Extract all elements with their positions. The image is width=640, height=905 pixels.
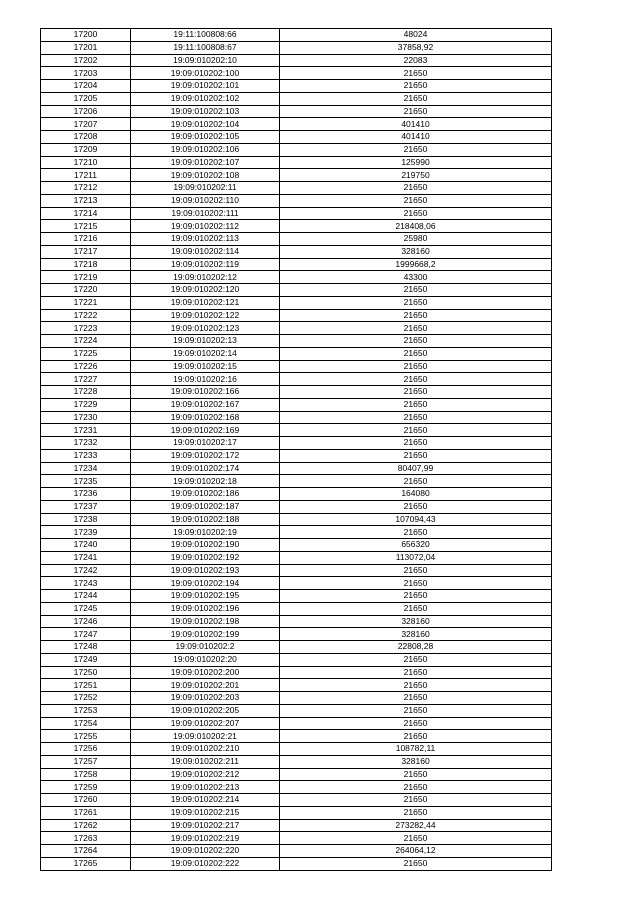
value-cell: 113072,04 xyxy=(280,551,552,564)
table-row xyxy=(41,322,552,335)
cadastral-number-cell: 19:09:010202:13 xyxy=(131,335,280,348)
cadastral-number-cell: 19:09:010202:108 xyxy=(131,169,280,182)
value-cell: 21650 xyxy=(280,411,552,424)
row-number-cell: 17227 xyxy=(41,373,131,386)
table-row xyxy=(41,309,552,322)
row-number-cell: 17224 xyxy=(41,335,131,348)
row-number-cell: 17262 xyxy=(41,819,131,832)
cadastral-number-cell: 19:09:010202:112 xyxy=(131,220,280,233)
table-row xyxy=(41,143,552,156)
table-row xyxy=(41,832,552,845)
table-row xyxy=(41,692,552,705)
table-row xyxy=(41,755,552,768)
value-cell: 21650 xyxy=(280,704,552,717)
row-number-cell: 17258 xyxy=(41,768,131,781)
cadastral-number-cell: 19:09:010202:214 xyxy=(131,794,280,807)
row-number-cell: 17259 xyxy=(41,781,131,794)
value-cell: 21650 xyxy=(280,526,552,539)
cadastral-number-cell: 19:09:010202:105 xyxy=(131,131,280,144)
value-cell: 21650 xyxy=(280,768,552,781)
cadastral-number-cell: 19:09:010202:106 xyxy=(131,143,280,156)
cadastral-number-cell: 19:09:010202:101 xyxy=(131,80,280,93)
cadastral-number-cell: 19:09:010202:167 xyxy=(131,398,280,411)
cadastral-number-cell: 19:09:010202:199 xyxy=(131,628,280,641)
table-row xyxy=(41,857,552,870)
row-number-cell: 17221 xyxy=(41,296,131,309)
row-number-cell: 17249 xyxy=(41,653,131,666)
table-row xyxy=(41,194,552,207)
table-row xyxy=(41,488,552,501)
value-cell: 21650 xyxy=(280,692,552,705)
cadastral-number-cell: 19:09:010202:211 xyxy=(131,755,280,768)
cadastral-number-cell: 19:09:010202:2 xyxy=(131,641,280,654)
table-row xyxy=(41,360,552,373)
cadastral-number-cell: 19:09:010202:20 xyxy=(131,653,280,666)
value-cell: 21650 xyxy=(280,437,552,450)
row-number-cell: 17218 xyxy=(41,258,131,271)
value-cell: 328160 xyxy=(280,245,552,258)
cadastral-number-cell: 19:09:010202:192 xyxy=(131,551,280,564)
data-table xyxy=(40,28,552,871)
row-number-cell: 17244 xyxy=(41,590,131,603)
value-cell: 21650 xyxy=(280,347,552,360)
table-row xyxy=(41,118,552,131)
value-cell: 37858,92 xyxy=(280,41,552,54)
row-number-cell: 17252 xyxy=(41,692,131,705)
table-row xyxy=(41,105,552,118)
table-body xyxy=(41,29,552,871)
cadastral-number-cell: 19:09:010202:111 xyxy=(131,207,280,220)
value-cell: 21650 xyxy=(280,360,552,373)
row-number-cell: 17236 xyxy=(41,488,131,501)
table-row xyxy=(41,156,552,169)
cadastral-number-cell: 19:09:010202:174 xyxy=(131,462,280,475)
table-row xyxy=(41,92,552,105)
row-number-cell: 17210 xyxy=(41,156,131,169)
value-cell: 21650 xyxy=(280,475,552,488)
value-cell: 21650 xyxy=(280,322,552,335)
table-row xyxy=(41,424,552,437)
row-number-cell: 17260 xyxy=(41,794,131,807)
table-row xyxy=(41,437,552,450)
value-cell: 656320 xyxy=(280,539,552,552)
cadastral-number-cell: 19:09:010202:10 xyxy=(131,54,280,67)
value-cell: 21650 xyxy=(280,590,552,603)
cadastral-number-cell: 19:11:100808:66 xyxy=(131,29,280,42)
row-number-cell: 17233 xyxy=(41,449,131,462)
table-row xyxy=(41,335,552,348)
value-cell: 107094,43 xyxy=(280,513,552,526)
cadastral-number-cell: 19:09:010202:15 xyxy=(131,360,280,373)
table-row xyxy=(41,245,552,258)
cadastral-number-cell: 19:09:010202:205 xyxy=(131,704,280,717)
value-cell: 21650 xyxy=(280,67,552,80)
table-row xyxy=(41,704,552,717)
row-number-cell: 17226 xyxy=(41,360,131,373)
row-number-cell: 17225 xyxy=(41,347,131,360)
cadastral-number-cell: 19:09:010202:18 xyxy=(131,475,280,488)
cadastral-number-cell: 19:09:010202:12 xyxy=(131,271,280,284)
value-cell: 218408,06 xyxy=(280,220,552,233)
value-cell: 21650 xyxy=(280,105,552,118)
value-cell: 80407,99 xyxy=(280,462,552,475)
cadastral-number-cell: 19:09:010202:114 xyxy=(131,245,280,258)
cadastral-number-cell: 19:09:010202:14 xyxy=(131,347,280,360)
value-cell: 21650 xyxy=(280,602,552,615)
table-row xyxy=(41,182,552,195)
row-number-cell: 17248 xyxy=(41,641,131,654)
value-cell: 264064,12 xyxy=(280,845,552,858)
cadastral-number-cell: 19:09:010202:200 xyxy=(131,666,280,679)
value-cell: 21650 xyxy=(280,730,552,743)
row-number-cell: 17223 xyxy=(41,322,131,335)
table-row xyxy=(41,29,552,42)
row-number-cell: 17243 xyxy=(41,577,131,590)
table-row xyxy=(41,641,552,654)
cadastral-number-cell: 19:09:010202:16 xyxy=(131,373,280,386)
value-cell: 273282,44 xyxy=(280,819,552,832)
value-cell: 108782,11 xyxy=(280,743,552,756)
row-number-cell: 17237 xyxy=(41,500,131,513)
value-cell: 401410 xyxy=(280,118,552,131)
value-cell: 1999668,2 xyxy=(280,258,552,271)
value-cell: 22083 xyxy=(280,54,552,67)
row-number-cell: 17203 xyxy=(41,67,131,80)
row-number-cell: 17239 xyxy=(41,526,131,539)
cadastral-number-cell: 19:09:010202:168 xyxy=(131,411,280,424)
table-row xyxy=(41,449,552,462)
row-number-cell: 17213 xyxy=(41,194,131,207)
value-cell: 219750 xyxy=(280,169,552,182)
value-cell: 21650 xyxy=(280,143,552,156)
value-cell: 21650 xyxy=(280,577,552,590)
value-cell: 21650 xyxy=(280,806,552,819)
table-row xyxy=(41,666,552,679)
table-row xyxy=(41,653,552,666)
cadastral-number-cell: 19:09:010202:172 xyxy=(131,449,280,462)
cadastral-number-cell: 19:09:010202:203 xyxy=(131,692,280,705)
value-cell: 21650 xyxy=(280,500,552,513)
cadastral-number-cell: 19:09:010202:102 xyxy=(131,92,280,105)
table-row xyxy=(41,577,552,590)
value-cell: 25980 xyxy=(280,233,552,246)
row-number-cell: 17220 xyxy=(41,284,131,297)
row-number-cell: 17205 xyxy=(41,92,131,105)
row-number-cell: 17247 xyxy=(41,628,131,641)
cadastral-number-cell: 19:09:010202:215 xyxy=(131,806,280,819)
row-number-cell: 17219 xyxy=(41,271,131,284)
row-number-cell: 17214 xyxy=(41,207,131,220)
cadastral-number-cell: 19:09:010202:123 xyxy=(131,322,280,335)
row-number-cell: 17245 xyxy=(41,602,131,615)
cadastral-number-cell: 19:09:010202:120 xyxy=(131,284,280,297)
table-row xyxy=(41,590,552,603)
table-row xyxy=(41,513,552,526)
row-number-cell: 17208 xyxy=(41,131,131,144)
table-row xyxy=(41,717,552,730)
row-number-cell: 17229 xyxy=(41,398,131,411)
row-number-cell: 17253 xyxy=(41,704,131,717)
table-row xyxy=(41,679,552,692)
table-row xyxy=(41,845,552,858)
table-row xyxy=(41,41,552,54)
table-row xyxy=(41,462,552,475)
value-cell: 401410 xyxy=(280,131,552,144)
cadastral-number-cell: 19:09:010202:107 xyxy=(131,156,280,169)
value-cell: 21650 xyxy=(280,679,552,692)
table-row xyxy=(41,768,552,781)
row-number-cell: 17246 xyxy=(41,615,131,628)
table-row xyxy=(41,373,552,386)
row-number-cell: 17263 xyxy=(41,832,131,845)
row-number-cell: 17230 xyxy=(41,411,131,424)
row-number-cell: 17206 xyxy=(41,105,131,118)
value-cell: 21650 xyxy=(280,424,552,437)
row-number-cell: 17242 xyxy=(41,564,131,577)
value-cell: 21650 xyxy=(280,335,552,348)
table-row xyxy=(41,169,552,182)
value-cell: 328160 xyxy=(280,628,552,641)
cadastral-number-cell: 19:09:010202:213 xyxy=(131,781,280,794)
cadastral-number-cell: 19:09:010202:222 xyxy=(131,857,280,870)
row-number-cell: 17207 xyxy=(41,118,131,131)
cadastral-number-cell: 19:09:010202:219 xyxy=(131,832,280,845)
cadastral-number-cell: 19:09:010202:113 xyxy=(131,233,280,246)
table-row xyxy=(41,131,552,144)
cadastral-number-cell: 19:09:010202:212 xyxy=(131,768,280,781)
cadastral-number-cell: 19:09:010202:119 xyxy=(131,258,280,271)
row-number-cell: 17255 xyxy=(41,730,131,743)
table-row xyxy=(41,781,552,794)
row-number-cell: 17241 xyxy=(41,551,131,564)
row-number-cell: 17209 xyxy=(41,143,131,156)
cadastral-number-cell: 19:11:100808:67 xyxy=(131,41,280,54)
cadastral-number-cell: 19:09:010202:21 xyxy=(131,730,280,743)
row-number-cell: 17235 xyxy=(41,475,131,488)
row-number-cell: 17238 xyxy=(41,513,131,526)
value-cell: 164080 xyxy=(280,488,552,501)
row-number-cell: 17200 xyxy=(41,29,131,42)
value-cell: 21650 xyxy=(280,386,552,399)
table-row xyxy=(41,284,552,297)
cadastral-number-cell: 19:09:010202:166 xyxy=(131,386,280,399)
row-number-cell: 17256 xyxy=(41,743,131,756)
cadastral-number-cell: 19:09:010202:190 xyxy=(131,539,280,552)
cadastral-number-cell: 19:09:010202:195 xyxy=(131,590,280,603)
table-row xyxy=(41,386,552,399)
cadastral-number-cell: 19:09:010202:187 xyxy=(131,500,280,513)
value-cell: 21650 xyxy=(280,80,552,93)
table-row xyxy=(41,500,552,513)
table-row xyxy=(41,730,552,743)
cadastral-number-cell: 19:09:010202:11 xyxy=(131,182,280,195)
row-number-cell: 17254 xyxy=(41,717,131,730)
cadastral-number-cell: 19:09:010202:210 xyxy=(131,743,280,756)
row-number-cell: 17234 xyxy=(41,462,131,475)
value-cell: 328160 xyxy=(280,755,552,768)
table-row xyxy=(41,398,552,411)
value-cell: 22808,28 xyxy=(280,641,552,654)
row-number-cell: 17257 xyxy=(41,755,131,768)
row-number-cell: 17264 xyxy=(41,845,131,858)
table-row xyxy=(41,794,552,807)
value-cell: 21650 xyxy=(280,207,552,220)
value-cell: 21650 xyxy=(280,194,552,207)
table-row xyxy=(41,296,552,309)
table-row xyxy=(41,220,552,233)
table-row xyxy=(41,54,552,67)
cadastral-number-cell: 19:09:010202:103 xyxy=(131,105,280,118)
cadastral-number-cell: 19:09:010202:198 xyxy=(131,615,280,628)
row-number-cell: 17202 xyxy=(41,54,131,67)
row-number-cell: 17204 xyxy=(41,80,131,93)
value-cell: 21650 xyxy=(280,564,552,577)
value-cell: 21650 xyxy=(280,666,552,679)
value-cell: 125990 xyxy=(280,156,552,169)
cadastral-number-cell: 19:09:010202:17 xyxy=(131,437,280,450)
row-number-cell: 17201 xyxy=(41,41,131,54)
table-row xyxy=(41,819,552,832)
table-row xyxy=(41,258,552,271)
cadastral-number-cell: 19:09:010202:169 xyxy=(131,424,280,437)
value-cell: 328160 xyxy=(280,615,552,628)
table-row xyxy=(41,526,552,539)
table-row xyxy=(41,628,552,641)
value-cell: 21650 xyxy=(280,832,552,845)
row-number-cell: 17240 xyxy=(41,539,131,552)
table-row xyxy=(41,806,552,819)
cadastral-number-cell: 19:09:010202:188 xyxy=(131,513,280,526)
row-number-cell: 17265 xyxy=(41,857,131,870)
cadastral-number-cell: 19:09:010202:207 xyxy=(131,717,280,730)
table-row xyxy=(41,411,552,424)
value-cell: 21650 xyxy=(280,653,552,666)
row-number-cell: 17228 xyxy=(41,386,131,399)
value-cell: 43300 xyxy=(280,271,552,284)
row-number-cell: 17231 xyxy=(41,424,131,437)
table-row xyxy=(41,564,552,577)
table-row xyxy=(41,271,552,284)
table-row xyxy=(41,615,552,628)
value-cell: 48024 xyxy=(280,29,552,42)
row-number-cell: 17261 xyxy=(41,806,131,819)
row-number-cell: 17251 xyxy=(41,679,131,692)
cadastral-number-cell: 19:09:010202:220 xyxy=(131,845,280,858)
value-cell: 21650 xyxy=(280,284,552,297)
table-row xyxy=(41,207,552,220)
table-row xyxy=(41,539,552,552)
cadastral-number-cell: 19:09:010202:186 xyxy=(131,488,280,501)
value-cell: 21650 xyxy=(280,92,552,105)
row-number-cell: 17216 xyxy=(41,233,131,246)
row-number-cell: 17232 xyxy=(41,437,131,450)
row-number-cell: 17217 xyxy=(41,245,131,258)
value-cell: 21650 xyxy=(280,182,552,195)
cadastral-number-cell: 19:09:010202:217 xyxy=(131,819,280,832)
cadastral-number-cell: 19:09:010202:104 xyxy=(131,118,280,131)
row-number-cell: 17215 xyxy=(41,220,131,233)
table-row xyxy=(41,80,552,93)
table-row xyxy=(41,475,552,488)
value-cell: 21650 xyxy=(280,373,552,386)
cadastral-number-cell: 19:09:010202:196 xyxy=(131,602,280,615)
value-cell: 21650 xyxy=(280,717,552,730)
table-row xyxy=(41,743,552,756)
cadastral-number-cell: 19:09:010202:201 xyxy=(131,679,280,692)
cadastral-number-cell: 19:09:010202:122 xyxy=(131,309,280,322)
value-cell: 21650 xyxy=(280,781,552,794)
row-number-cell: 17222 xyxy=(41,309,131,322)
table-row xyxy=(41,551,552,564)
value-cell: 21650 xyxy=(280,296,552,309)
table-row xyxy=(41,347,552,360)
table-row xyxy=(41,67,552,80)
cadastral-number-cell: 19:09:010202:194 xyxy=(131,577,280,590)
cadastral-number-cell: 19:09:010202:121 xyxy=(131,296,280,309)
table-row xyxy=(41,602,552,615)
value-cell: 21650 xyxy=(280,309,552,322)
cadastral-number-cell: 19:09:010202:19 xyxy=(131,526,280,539)
value-cell: 21650 xyxy=(280,449,552,462)
cadastral-number-cell: 19:09:010202:100 xyxy=(131,67,280,80)
row-number-cell: 17212 xyxy=(41,182,131,195)
value-cell: 21650 xyxy=(280,794,552,807)
value-cell: 21650 xyxy=(280,857,552,870)
row-number-cell: 17250 xyxy=(41,666,131,679)
value-cell: 21650 xyxy=(280,398,552,411)
cadastral-number-cell: 19:09:010202:193 xyxy=(131,564,280,577)
table-row xyxy=(41,233,552,246)
cadastral-number-cell: 19:09:010202:110 xyxy=(131,194,280,207)
row-number-cell: 17211 xyxy=(41,169,131,182)
